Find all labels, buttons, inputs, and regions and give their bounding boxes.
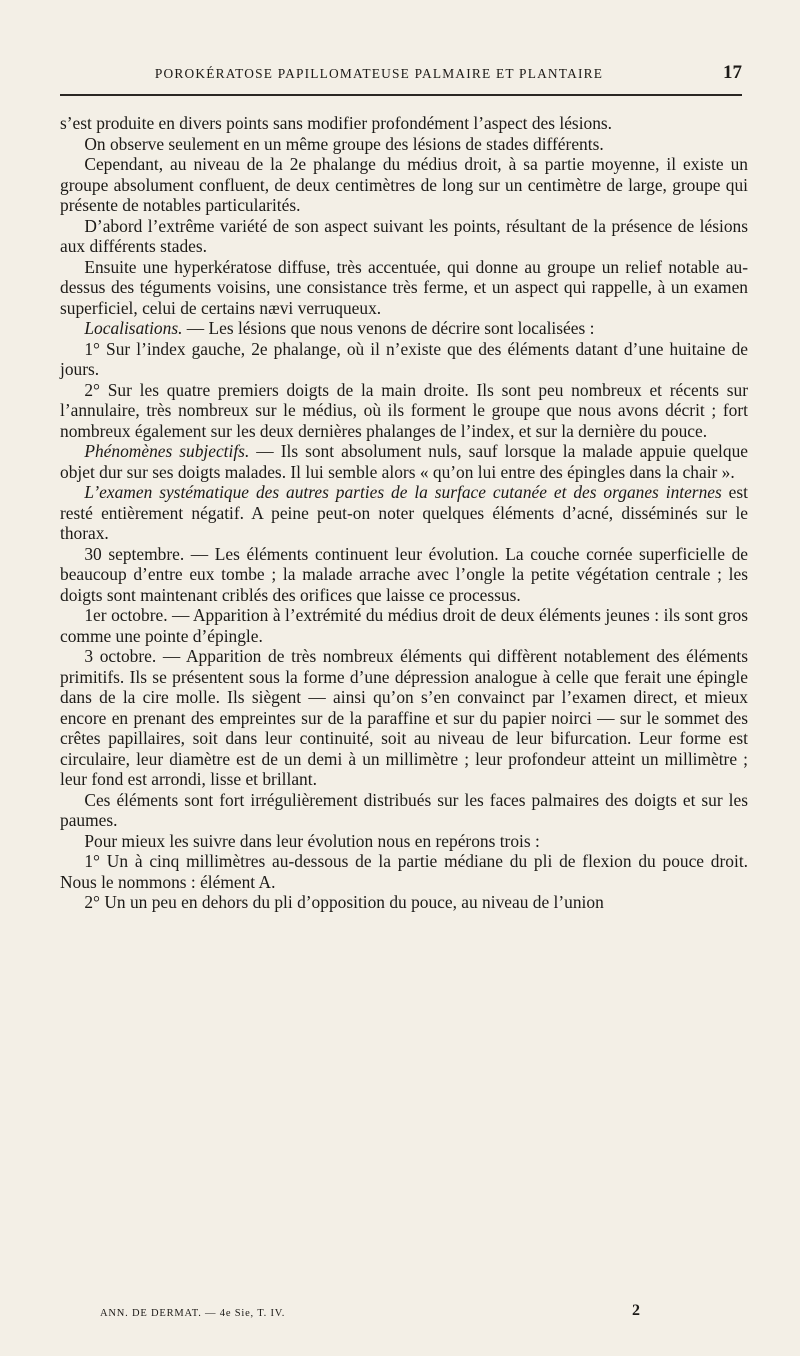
paragraph — [60, 113, 748, 134]
paragraph-text: 1er octobre. — Apparition à l’extrémité du médius droit de deux éléments jeunes : ils sont gros comme une pointe d’épingle. — [60, 605, 748, 646]
paragraph — [60, 318, 748, 339]
paragraph-text: — Ils sont absolument nuls, sauf lorsque la malade appuie quelque objet dur sur ses doigts malades. Il lui semble alors « qu’on lui entre des épingles dans la chair ». — [60, 441, 748, 482]
paragraph — [60, 831, 748, 852]
page-number: 17 — [723, 62, 742, 83]
paragraph-text: 2° Sur les quatre premiers doigts de la main droite. Ils sont peu nombreux et récents sur l’annulaire, très nombreux sur le médius, où ils forment le groupe que nous avons décrit ; fort nombreux également sur les deux dernières phalanges de l’index, et sur la dernière du pouce. — [60, 379, 748, 441]
paragraph — [60, 380, 748, 442]
paragraph — [60, 790, 748, 831]
paragraph-text: est resté entièrement négatif. A peine peut-on noter quelques éléments d’acné, disséminés sur le thorax. — [60, 482, 748, 543]
header-rule — [60, 94, 742, 96]
paragraph-text: s’est produite en divers points sans modifier profondément l’aspect des lésions. — [60, 113, 613, 133]
paragraph — [60, 605, 748, 646]
journal-signature-line: ANN. DE DERMAT. — 4e Sie, T. IV. — [100, 1308, 286, 1319]
paragraph-text: On observe seulement en un même groupe des lésions de stades différents. — [84, 133, 604, 154]
paragraph — [60, 257, 748, 319]
running-title: POROKÉRATOSE PAPILLOMATEUSE PALMAIRE ET PLANTAIRE — [154, 66, 604, 81]
paragraph-text: 2° Un un peu en dehors du pli d’opposition du pouce, au niveau de l’union — [84, 892, 604, 912]
paragraph — [60, 892, 748, 913]
signature-mark: 2 — [632, 1302, 640, 1319]
page-footer — [100, 1302, 640, 1324]
paragraph-text: Cependant, au niveau de la 2e phalange du médius droit, à sa partie moyenne, il existe un groupe absolument confluent, de deux centimètres de long sur un centimètre de large, groupe qui présente de notables particularités. — [60, 154, 748, 215]
paragraph — [60, 482, 748, 544]
paragraph-text: 30 septembre. — Les éléments continuent leur évolution. La couche cornée superficielle de beaucoup d’entre eux tombe ; la malade arrache avec l’ongle la petite végétation centrale ; les doigts sont maintenant criblés des orifices que laisse ce processus. — [60, 543, 748, 605]
paragraph-text: Ensuite une hyperkératose diffuse, très accentuée, qui donne au groupe un relief notable au-dessus des téguments voisins, une consistance très ferme, et un aspect qui rappelle, à un examen superficiel, celui de certains nævi verruqueux. — [60, 256, 748, 318]
paragraph-lead: Phénomènes subjectifs. — [84, 441, 250, 461]
paragraph-text: D’abord l’extrême variété de son aspect suivant les points, résultant de la présence de lésions aux différents stades. — [60, 215, 748, 256]
paragraph-text: 1° Un à cinq millimètres au-dessous de la partie médiane du pli de flexion du pouce droit. Nous le nommons : élément A. — [60, 851, 748, 892]
paragraph-text: — Les lésions que nous venons de décrire sont localisées : — [182, 318, 595, 338]
paragraph — [60, 134, 748, 155]
paragraph — [60, 441, 748, 482]
running-head — [60, 62, 742, 88]
paragraph — [60, 154, 748, 216]
paragraph — [60, 646, 748, 790]
paragraph — [60, 851, 748, 892]
paragraph-text: 3 octobre. — Apparition de très nombreux éléments qui diffèrent notablement des éléments primitifs. Ils se présentent sous la forme d’une dépression analogue à celle que ferait une épingle dans de la cire molle. Ils siègent — ainsi qu’on s’en convainct par l’examen direct, et mieux encore en prenant des empreintes sur de la paraffine et sur du papier noirci — sur le sommet des crêtes papillaires, soit dans leur continuité, soit au niveau de leur bifurcation. Leur forme est circulaire, leur diamètre est de un demi à un millimètre ; leur profondeur atteint un millimètre ; leur fond est arrondi, lisse et brillant. — [60, 646, 748, 789]
body-text — [60, 113, 748, 913]
paragraph — [60, 544, 748, 606]
paragraph-text: 1° Sur l’index gauche, 2e phalange, où il n’existe que des éléments datant d’une huitaine de jours. — [60, 338, 748, 379]
paragraph — [60, 216, 748, 257]
paragraph-lead: L’examen systématique des autres parties de la surface cutanée et des organes internes — [84, 482, 722, 502]
paragraph-text: Pour mieux les suivre dans leur évolution nous en repérons trois : — [84, 830, 540, 851]
paragraph — [60, 339, 748, 380]
paragraph-text: Ces éléments sont fort irrégulièrement distribués sur les faces palmaires des doigts et sur les paumes. — [60, 789, 748, 830]
paragraph-lead: Localisations. — [84, 318, 183, 338]
